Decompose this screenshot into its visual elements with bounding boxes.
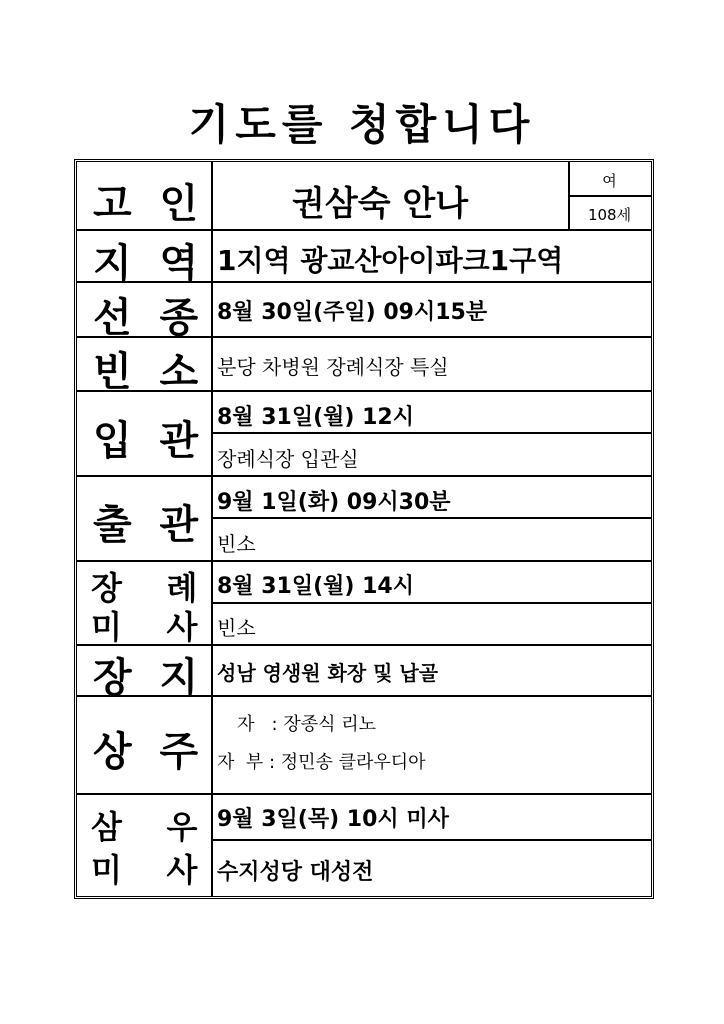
label-encoffin: 입 관 (93, 417, 199, 464)
region-value: 1지역 광교산아이파크1구역 (217, 244, 564, 277)
chief-mourner-daughter-in-law: 자 부 : 정민송 클라우디아 (217, 752, 426, 773)
label-third-day-mass-line1: 삼 우 (91, 808, 198, 846)
label-deceased: 고 인 (93, 180, 199, 227)
departure-datetime: 9월 1일(화) 09시30분 (217, 490, 451, 515)
subrow-divider (211, 517, 651, 519)
encoffin-datetime: 8월 31일(월) 12시 (217, 405, 414, 430)
departure-place: 빈소 (217, 532, 256, 556)
funeral-mass-datetime: 8월 31일(월) 14시 (217, 574, 414, 599)
label-funeral-mass-line1: 장 례 (91, 569, 198, 607)
label-burial: 장 지 (93, 654, 199, 701)
label-funeral-mass-line2: 미 사 (91, 608, 198, 646)
subrow-divider (211, 432, 651, 434)
encoffin-place: 장례식장 입관실 (217, 447, 359, 471)
deceased-gender: 여 (602, 172, 617, 190)
label-region: 지 역 (93, 240, 199, 287)
mortuary-value: 분당 차병원 장례식장 특실 (217, 355, 449, 379)
label-chief-mourner: 상 주 (93, 728, 199, 775)
obituary-table (74, 159, 654, 899)
third-day-mass-datetime: 9월 3일(목) 10시 미사 (217, 807, 449, 832)
label-third-day-mass-line2: 미 사 (91, 851, 198, 889)
subrow-divider (211, 839, 651, 841)
page-title: 기도를 청합니다 (188, 100, 536, 149)
row-divider (77, 475, 651, 477)
row-divider (77, 229, 651, 231)
chief-mourner-son: 자 : 장종식 리노 (237, 714, 377, 735)
death-datetime: 8월 30일(주일) 09시15분 (217, 300, 488, 325)
gender-age-divider (568, 195, 651, 197)
label-mortuary: 빈 소 (93, 348, 199, 395)
label-death: 선 종 (93, 294, 199, 341)
burial-value: 성남 영생원 화장 및 납골 (217, 661, 439, 685)
row-divider (77, 560, 651, 562)
deceased-age: 108세 (587, 206, 632, 224)
funeral-mass-place: 빈소 (217, 616, 256, 640)
deceased-name: 권삼숙 안나 (292, 184, 469, 224)
third-day-mass-place: 수지성당 대성전 (217, 860, 374, 885)
row-divider (77, 793, 651, 795)
subrow-divider (211, 602, 651, 604)
label-departure: 출 관 (93, 501, 199, 548)
label-column-divider (211, 162, 213, 896)
